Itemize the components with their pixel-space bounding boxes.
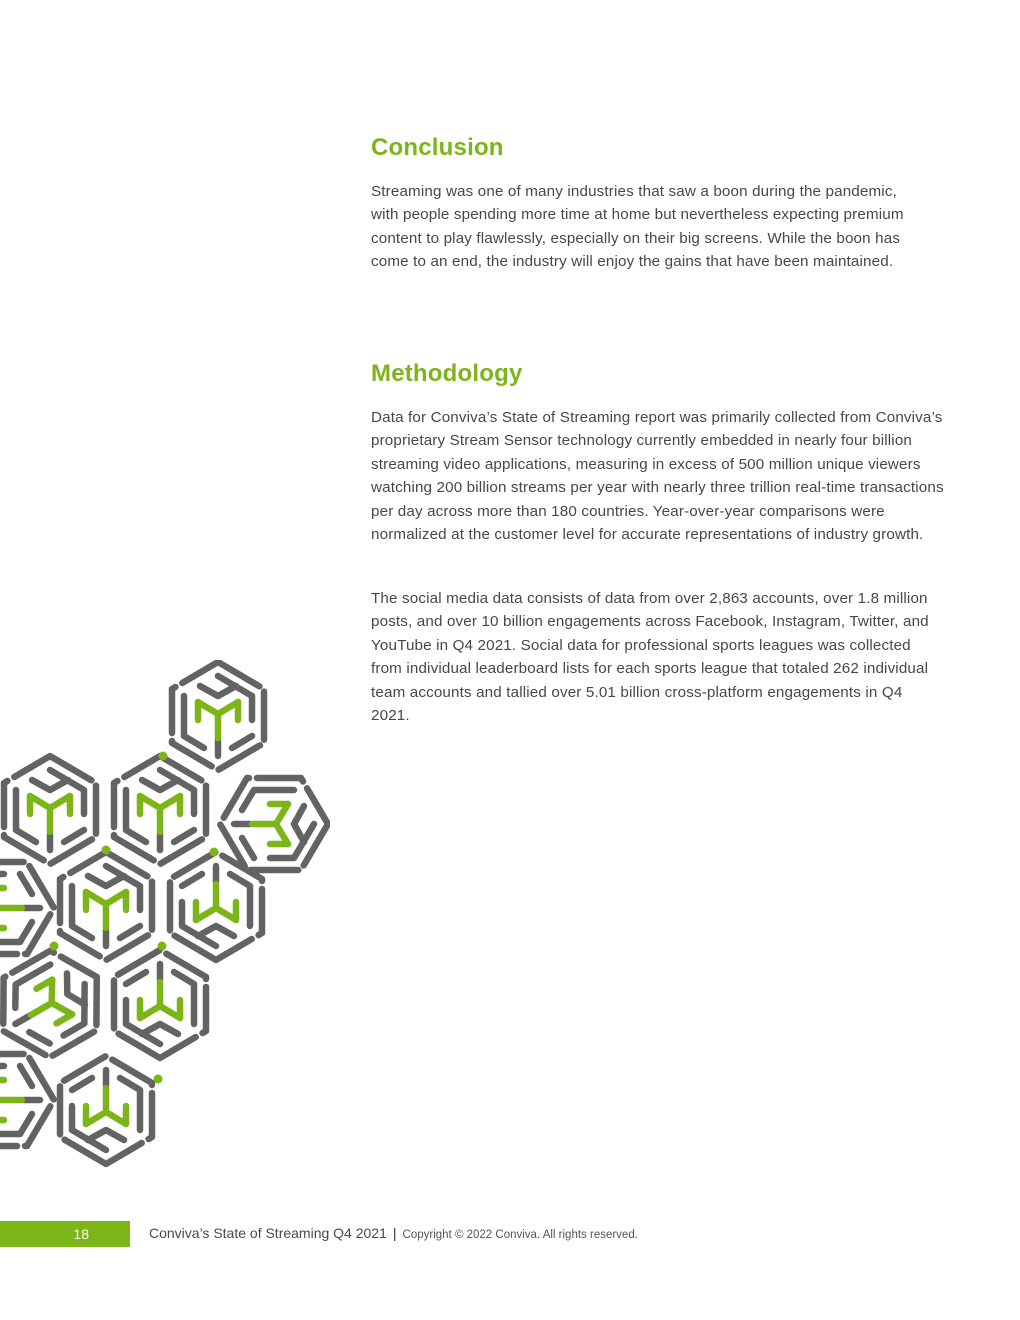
hexagon-maze-pattern-icon [0, 660, 330, 1170]
page-number: 18 [0, 1221, 130, 1247]
page-footer [0, 1221, 1020, 1247]
conclusion-paragraph: Streaming was one of many industries that saw a boon during the pandemic, with people spending more time at home but nevertheless expecting premium content to play flawlessly, especially on their big screens. While the boon has come to an end, the industry will enjoy the gains that have been maintained. [371, 183, 904, 271]
methodology-heading: Methodology [371, 360, 523, 387]
conclusion-heading: Conclusion [371, 134, 504, 161]
methodology-paragraph-1: Data for Conviva’s State of Streaming report was primarily collected from Conviva’s proprietary Stream Sensor technology currently embedded in nearly four billion streaming video applications, measuring in excess of 500 million unique viewers watching 200 billion streams per year with nearly three trillion real-time transactions per day across more than 180 countries. Year-over-year comparisons were normalized at the customer level for accurate representations of industry growth. [371, 409, 944, 544]
copyright-notice: Copyright © 2022 Conviva. All rights reserved. [402, 1229, 638, 1241]
footer-text [149, 1225, 638, 1241]
footer-separator: | [392, 1225, 397, 1241]
report-title: Conviva’s State of Streaming Q4 2021 [149, 1225, 387, 1241]
methodology-paragraph-2: The social media data consists of data from over 2,863 accounts, over 1.8 million posts, and over 10 billion engagements across Facebook, Instagram, Twitter, and YouTube in Q4 2021. Social data for professional sports leagues was collected from individual leaderboard lists for each sports league that totaled 262 individual team accounts and tallied over 5.01 billion cross-platform engagements in Q4 2021. [371, 590, 929, 725]
